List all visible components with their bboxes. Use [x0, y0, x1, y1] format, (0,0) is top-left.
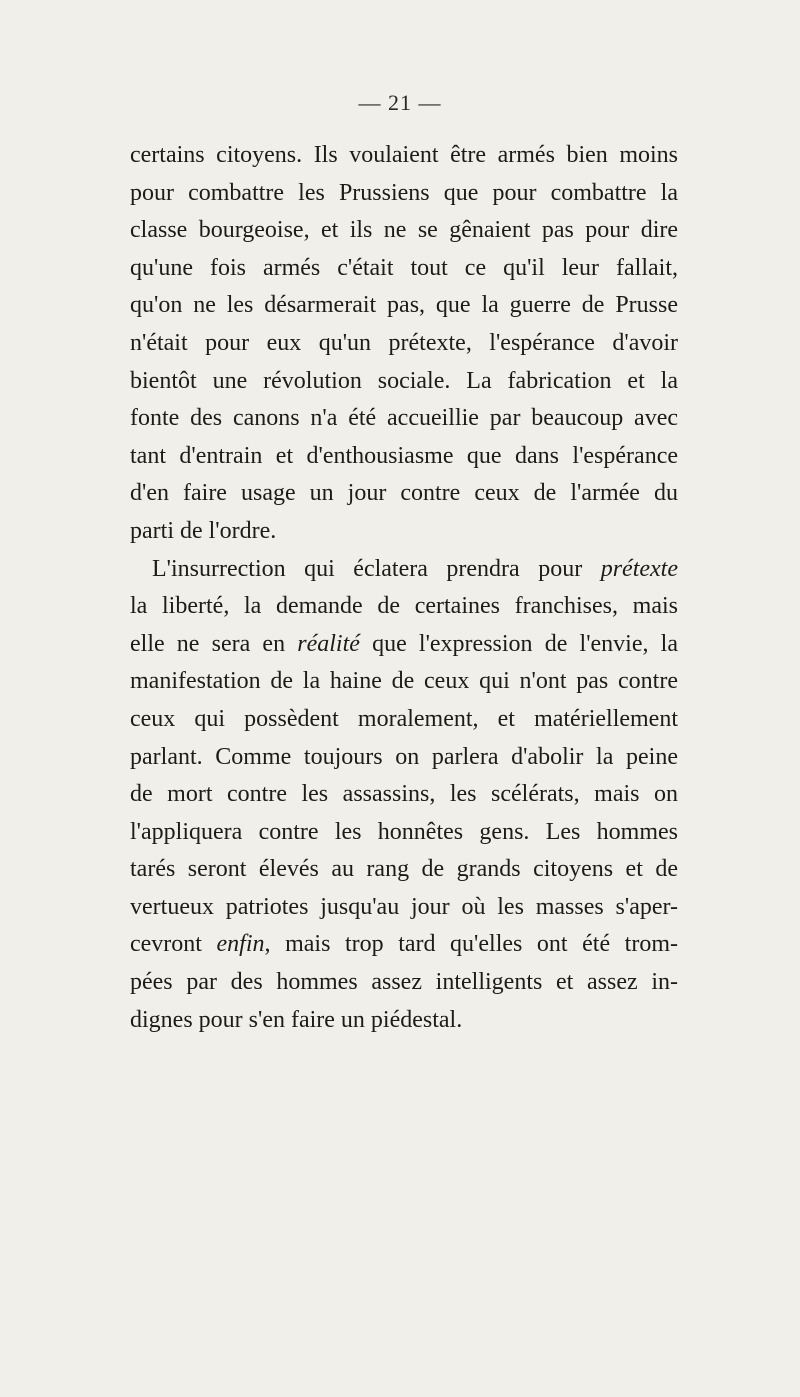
text-line: manifestation de la haine de ceux qui n'ont pas contre — [130, 668, 678, 695]
text-line: parti de l'ordre. — [130, 517, 277, 544]
text-line: fonte des canons n'a été accueillie par beaucoup avec — [130, 405, 678, 432]
text-line: d'en faire usage un jour contre ceux de l'armée du — [130, 480, 678, 507]
text-line: tant d'entrain et d'enthousiasme que dans l'espérance — [130, 442, 678, 469]
text-line: n'était pour eux qu'un prétexte, l'espérance d'avoir — [130, 329, 678, 356]
text-line: de mort contre les assassins, les scélérats, mais on — [130, 781, 678, 808]
text-line: tarés seront élevés au rang de grands citoyens et de — [130, 856, 678, 883]
text-span: , mais trop tard qu'elles ont été trom- — [264, 931, 678, 958]
text-span: L'insurrection qui éclatera prendra pour — [152, 555, 601, 582]
text-line: vertueux patriotes jusqu'au jour où les masses s'aper- — [130, 893, 678, 920]
text-line: pour combattre les Prussiens que pour combattre la — [130, 179, 678, 206]
text-line: dignes pour s'en faire un piédestal. — [130, 1006, 463, 1033]
text-line — [130, 926, 678, 964]
text-line — [130, 626, 678, 664]
text-span: que l'expression de l'envie, la — [359, 630, 678, 657]
italic-word: prétexte — [600, 555, 678, 582]
italic-word: enfin — [216, 931, 265, 958]
text-line: qu'on ne les désarmerait pas, que la guerre de Prusse — [130, 292, 678, 319]
body-text — [130, 137, 678, 1039]
text-line: qu'une fois armés c'était tout ce qu'il leur fallait, — [130, 254, 678, 281]
text-span: elle ne sera en — [130, 630, 298, 657]
text-line — [130, 551, 678, 589]
italic-word: réalité — [297, 630, 360, 657]
text-line: l'appliquera contre les honnêtes gens. Les hommes — [130, 818, 678, 845]
text-line: la liberté, la demande de certaines franchises, mais — [130, 593, 678, 620]
text-line: bientôt une révolution sociale. La fabrication et la — [130, 367, 678, 394]
text-line: parlant. Comme toujours on parlera d'abolir la peine — [130, 743, 678, 770]
text-span: cevront — [130, 931, 217, 958]
text-line: classe bourgeoise, et ils ne se gênaient pas pour dire — [130, 217, 678, 244]
text-line: pées par des hommes assez intelligents et assez in- — [130, 969, 678, 996]
page-number: — 21 — — [358, 90, 442, 115]
text-line: certains citoyens. Ils voulaient être armés bien moins — [130, 142, 678, 168]
text-line: ceux qui possèdent moralement, et matériellement — [130, 705, 678, 732]
